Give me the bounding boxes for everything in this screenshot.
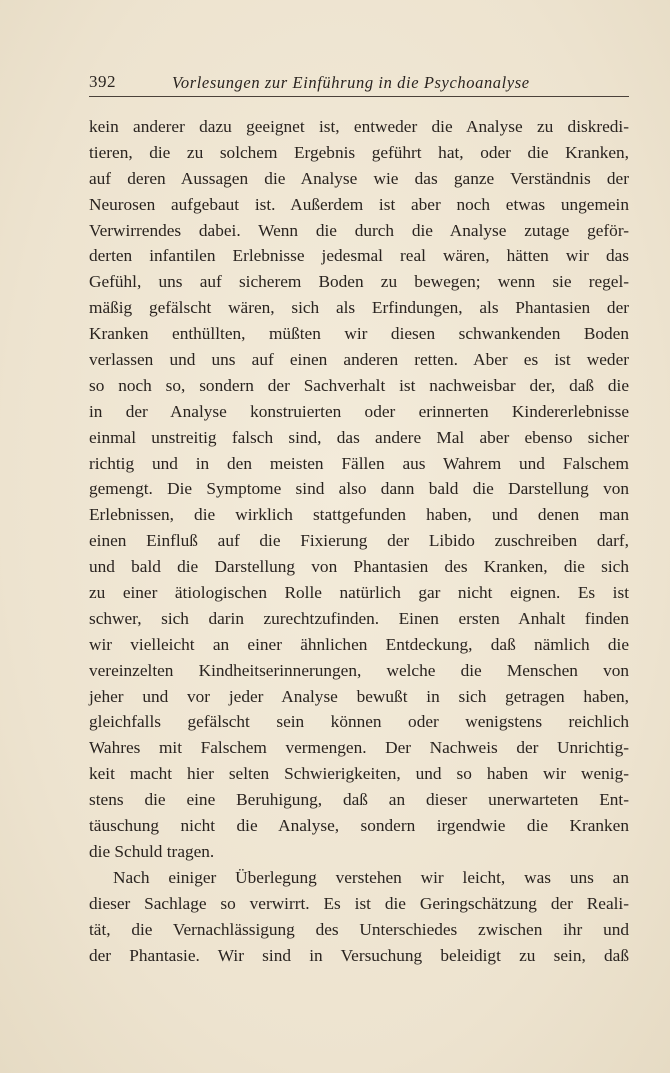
text-line: tieren, die zu solchem Ergebnis geführt hat, oder die Kranken, xyxy=(89,142,629,162)
text-line: der Phantasie. Wir sind in Versuchung beleidigt zu sein, daß xyxy=(89,945,629,965)
text-line: Wahres mit Falschem vermengen. Der Nachweis der Unrichtig- xyxy=(89,738,629,758)
text-line: tät, die Vernachlässigung des Unterschiedes zwischen ihr und xyxy=(89,919,629,939)
text-line: und bald die Darstellung von Phantasien des Kranken, die sich xyxy=(89,557,629,577)
page-number: 392 xyxy=(89,72,116,91)
text-line: in der Analyse konstruierten oder erinnerten Kindererlebnisse xyxy=(89,401,629,421)
text-line: täuschung nicht die Analyse, sondern irgendwie die Kranken xyxy=(89,816,629,836)
text-line: so noch so, sondern der Sachverhalt ist nachweisbar der, daß die xyxy=(89,375,629,395)
text-line: einmal unstreitig falsch sind, das andere Mal aber ebenso sicher xyxy=(89,427,629,447)
running-title: Vorlesungen zur Einführung in die Psychoanalyse xyxy=(172,73,530,92)
text-line: schwer, sich darin zurechtzufinden. Einen ersten Anhalt finden xyxy=(89,608,629,628)
text-line: gemengt. Die Symptome sind also dann bald die Darstellung von xyxy=(89,479,629,499)
text-line: vereinzelten Kindheitserinnerungen, welche die Menschen von xyxy=(89,660,629,680)
text-line: Erlebnissen, die wirklich stattgefunden haben, und denen man xyxy=(89,505,629,525)
text-line: verlassen und uns auf einen anderen retten. Aber es ist weder xyxy=(89,350,629,370)
text-line: zu einer ätiologischen Rolle natürlich gar nicht eignen. Es ist xyxy=(89,583,629,603)
text-line: jeher und vor jeder Analyse bewußt in sich getragen haben, xyxy=(89,686,629,706)
text-line: Neurosen aufgebaut ist. Außerdem ist aber noch etwas ungemein xyxy=(89,194,629,214)
text-line: einen Einfluß auf die Fixierung der Libido zuschreiben darf, xyxy=(89,531,629,551)
text-line: Gefühl, uns auf sicherem Boden zu bewegen; wenn sie regel- xyxy=(89,272,629,292)
text-line: gleichfalls gefälscht sein können oder wenigstens reichlich xyxy=(89,712,629,732)
text-line: wir vielleicht an einer ähnlichen Entdeckung, daß nämlich die xyxy=(89,634,629,654)
body-text xyxy=(89,114,629,968)
text-line: auf deren Aussagen die Analyse wie das ganze Verständnis der xyxy=(89,168,629,188)
text-line: die Schuld tragen. xyxy=(89,841,215,861)
text-line: Verwirrendes dabei. Wenn die durch die Analyse zutage geför- xyxy=(89,220,629,240)
text-line: Kranken enthüllten, müßten wir diesen schwankenden Boden xyxy=(89,324,629,344)
text-line: stens die eine Beruhigung, daß an dieser unerwarteten Ent- xyxy=(89,790,629,810)
text-line: richtig und in den meisten Fällen aus Wahrem und Falschem xyxy=(89,453,629,473)
text-line: keit macht hier selten Schwierigkeiten, und so haben wir wenig- xyxy=(89,764,629,784)
text-line: derten infantilen Erlebnisse jedesmal real wären, hätten wir das xyxy=(89,246,629,266)
page-header xyxy=(89,70,629,97)
text-line: dieser Sachlage so verwirrt. Es ist die Geringschätzung der Reali- xyxy=(89,893,629,913)
text-line: mäßig gefälscht wären, sich als Erfindungen, als Phantasien der xyxy=(89,298,629,318)
text-line: kein anderer dazu geeignet ist, entweder die Analyse zu diskredi- xyxy=(89,117,629,136)
text-line: Nach einiger Überlegung verstehen wir leicht, was uns an xyxy=(113,867,629,887)
